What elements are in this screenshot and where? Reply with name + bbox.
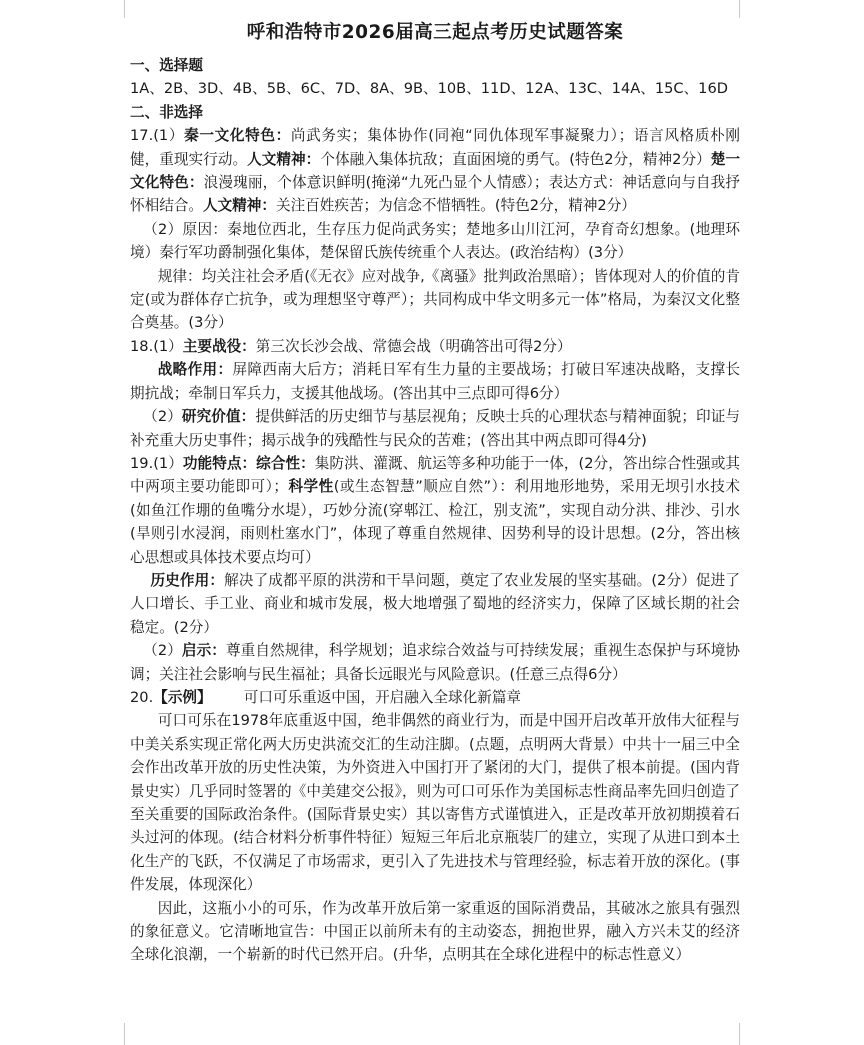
q18-strategic-text: 屏障西南大后方；消耗日军有生力量的主要战场；打破日军速决战略，支撑长期抗战；牵制日军兵力，支援其他战场。(答出其中三点即可得6分） — [130, 361, 740, 402]
q17-qin-spirit-text: 个体融入集体抗敌；直面困境的勇气。(特色2分，精神2分） — [320, 150, 711, 168]
answer-document — [130, 18, 740, 967]
q18-part2 — [130, 405, 740, 452]
q17-qin-text: 尚武务实；集体协作(同袍“同仇体现军事凝聚力）；语言风格质朴刚健，重现实行动。 — [130, 127, 740, 168]
q19-feature-text: 集防洪、灌溉、航运等多种功能于一体，(2分，答出综合性强或其中两项主要功能即可）； — [130, 454, 740, 496]
q20-paragraph-2: 因此，这瓶小小的可乐，作为改革开放后第一家重返的国际消费品，其破冰之旅具有强烈的象征意义。它清晰地宣告：中国正以前所未有的主动姿态，拥抱世界，融入方兴未艾的经济全球化浪潮，一个崭新的时代已然开启。(升华，点明其在全球化进程中的标志性意义） — [130, 899, 740, 964]
q20-paragraph-1: 可口可乐在1978年底重返中国，绝非偶然的商业行为，而是中国开启改革开放伟大征程与中美关系实现正常化两大历史洪流交汇的生动注脚。(点题，点明两大背景）中共十一届三中全会作出改革开放的历史性决策，为外资进入中国打开了紧闭的大门，提供了根本前提。(国内背景史实）几乎同时签署的《中美建交公报》，则为可口可乐作为美国标志性商品率先回归创造了至关重要的国际政治条件。(国际背景史实）其以寄售方式谨慎进入，正是改革开放初期摸着石头过河的体现。(结合材料分析事件特征）短短三年后北京瓶装厂的建立，实现了从进口到本土化生产的飞跃，不仅满足了市场需求，更引入了先进技术与管理经验，标志着开放的深化。(事件发展，体现深化） — [130, 712, 740, 894]
q19-insight-label: 启示： — [181, 642, 226, 660]
q17-part1 — [130, 124, 740, 218]
q18-number: 18.(1） — [130, 337, 183, 355]
q19-role-text: 解决了成都平原的洪涝和干旱问题，奠定了农业发展的坚实基础。(2分）促进了人口增长、手工业、商业和城市发展，极大地增强了蜀地的经济实力，保障了区域长期的社会稳定。(2分） — [130, 571, 740, 636]
q18-battles-text: 第三次长沙会战、常德会战（明确答出可得2分） — [255, 337, 572, 355]
q17-qin-label: 秦一文化特色： — [184, 127, 291, 145]
q19-science-label: 科学性 — [288, 478, 334, 496]
q19-science-text: (或生态智慧”顺应自然”）：利用地形地势，采用无坝引水技术(如鱼江作堋的鱼嘴分水堤），巧妙分流(穿郫江、检江，别支流”，实现自动分洪、排沙、引水(旱则引水浸润，雨则杜塞水门”，体现了尊重自然规律、因势利导的设计思想。(2分，答出核心思想或具体技术要点均可） — [130, 478, 740, 566]
q19-number: 19.(1） — [130, 454, 183, 472]
section-heading-choice: 一、选择题 — [130, 57, 203, 74]
q18-research-text: 提供鲜活的历史细节与基层视角；反映士兵的心理状态与精神面貌；印证与补充重大历史事件；揭示战争的残酷性与民众的苦难；(答出其中两点即可得4分) — [130, 408, 740, 449]
q20-essay-title: 可口可乐重返中国，开启融入全球化新篇章 — [243, 688, 522, 706]
crop-mark-top-left — [110, 0, 125, 18]
crop-mark-bottom-right — [739, 1023, 754, 1045]
q20-example-label: 【示例】 — [153, 688, 212, 706]
section-heading-nonchoice: 二、非选择 — [130, 103, 203, 121]
q19-insight-text: 尊重自然规律，科学规划；追求综合效益与可持续发展；重视生态保护与环境协调；关注社会影响与民生福祉；具备长远眼光与风险意识。(任意三点得6分） — [130, 642, 740, 683]
q20-heading — [130, 686, 740, 709]
q19-part2 — [130, 639, 740, 686]
q19-part1 — [130, 452, 740, 569]
q18-research-label: 研究价值： — [181, 408, 256, 426]
q17-chu-spirit-label: 人文精神： — [202, 197, 276, 215]
q17-chu-text: 浪漫瑰丽，个体意识鲜明(掩涕“九死凸显个人情感）；表达方式：神话意向与自我抒怀相结合。 — [130, 174, 740, 215]
q18-part1 — [130, 335, 740, 358]
q17-pattern: 规律：均关注社会矛盾(《无衣》应对战争,《离骚》批判政治黑暗）；皆体现对人的价值的肯定(或为群体存亡抗争，或为理想坚守尊严）；共同构成中华文明多元一体”格局，为秦汉文化整合奠基。(3分） — [130, 267, 740, 332]
q19-part2-number: （2） — [143, 642, 182, 660]
q17-chu-spirit-text: 关注百姓疾苦；为信念不惜牺牲。(特色2分，精神2分） — [275, 197, 636, 215]
q20-number: 20. — [130, 688, 154, 706]
q19-role-label: 历史作用： — [150, 571, 225, 589]
q17-number: 17.(1） — [130, 127, 185, 145]
q18-strategic-role — [130, 358, 740, 405]
q18-battles-label: 主要战役： — [182, 337, 256, 355]
q17-qin-spirit-label: 人文精神： — [247, 150, 321, 168]
q19-historical-role — [130, 569, 740, 639]
q18-part2-number: （2） — [143, 408, 182, 426]
choice-answers: 1A、2B、3D、4B、5B、6C、7D、8A、9B、10B、11D、12A、13C、14A、15C、16D — [130, 80, 728, 98]
crop-mark-bottom-left — [110, 1023, 125, 1045]
q17-chu-label: 楚一文化特色： — [130, 150, 740, 192]
crop-mark-top-right — [739, 0, 754, 18]
q17-part2: （2）原因：秦地位西北，生存压力促尚武务实；楚地多山川江河，孕育奇幻想象。(地理环境）秦行军功爵制强化集体，楚保留氏族传统重个人表达。(政治结构）(3分） — [130, 220, 740, 262]
q19-feature-label: 功能特点：综合性： — [182, 454, 315, 472]
document-title: 呼和浩特市2026届高三起点考历史试题答案 — [246, 22, 624, 43]
q18-strategic-label: 战略作用： — [157, 361, 233, 379]
